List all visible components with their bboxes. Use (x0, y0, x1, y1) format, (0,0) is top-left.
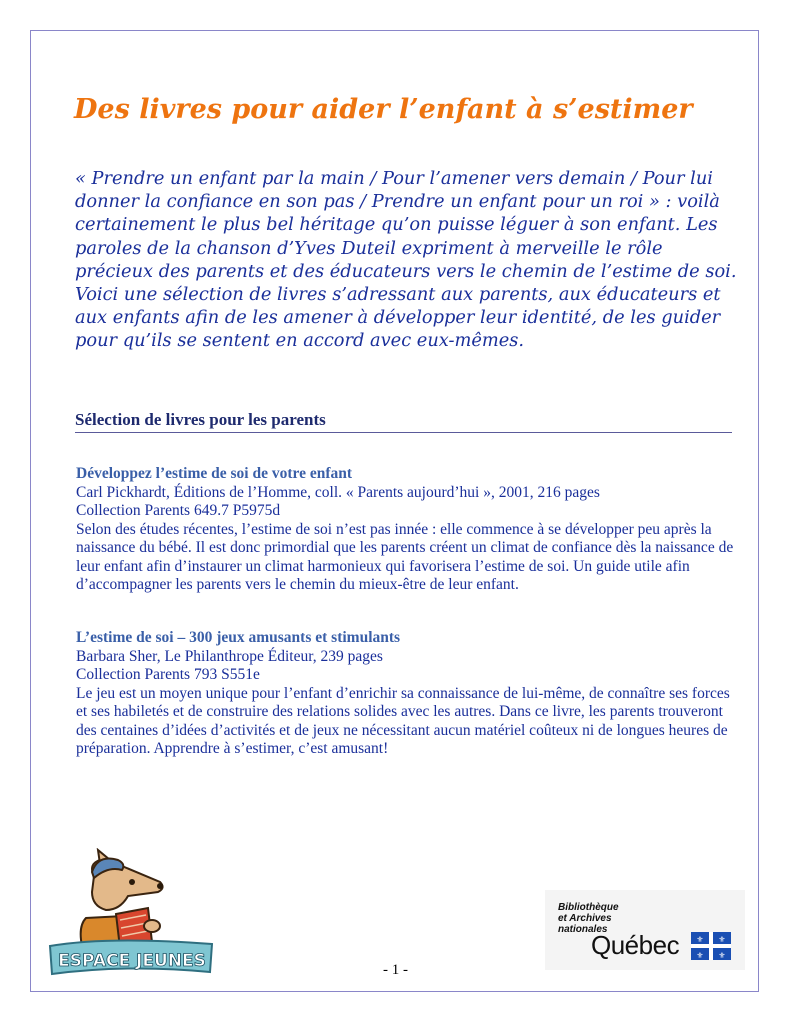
fox-reading-icon (48, 848, 218, 978)
book-collection: Collection Parents 793 S551e (76, 666, 260, 683)
book-entry (76, 465, 736, 595)
banq-logo (545, 890, 745, 970)
banq-wordmark: Québec (591, 930, 680, 960)
espace-jeunes-text: ESPACE JEUNES (58, 951, 206, 971)
book-publication: Carl Pickhardt, Éditions de l’Homme, coll. « Parents aujourd’hui », 2001, 216 pages (76, 483, 600, 501)
book-description: Selon des études récentes, l’estime de soi n’est pas innée : elle commence à se développer peu après la naissance du bébé. Il est donc primordial que les parents créent un climat de confiance dès la naissance de leur enfant afin d’instaurer un climat harmonieux qui favorisera l’estime de soi. Un guide utile afin d’accompagner les parents vers le chemin du mieux-être de leur enfant. (76, 520, 734, 593)
svg-text:⚜: ⚜ (718, 951, 726, 960)
book-collection: Collection Parents 649.7 P5975d (76, 502, 281, 519)
banq-line3: nationales (558, 924, 608, 935)
intro-paragraph: « Prendre un enfant par la main / Pour l’amener vers demain / Pour lui donner la confiance en son pas / Prendre un enfant pour un roi » : voilà certainement le plus bel héritage qu’on puisse léguer à son enfant. Les paroles de la chanson d’Yves Duteil expriment à merveille le rôle précieux des parents et des éducateurs vers le chemin de l’estime de soi. Voici une sélection de livres s’adressant aux parents, aux éducateurs et aux enfants afin de les amener à développer leur identité, de les guider pour qu’ils se sentent en accord avec eux-mêmes. (75, 168, 737, 352)
banq-line1: Bibliothèque (558, 902, 619, 913)
svg-text:⚜: ⚜ (718, 935, 726, 944)
espace-jeunes-logo (48, 848, 218, 978)
svg-text:⚜: ⚜ (696, 935, 704, 944)
banq-line2: et Archives (558, 913, 612, 924)
svg-text:⚜: ⚜ (696, 951, 704, 960)
quebec-flag-icon (691, 932, 731, 960)
book-title: Développez l’estime de soi de votre enfant (76, 465, 353, 482)
book-description: Le jeu est un moyen unique pour l’enfant d’enrichir sa connaissance de lui-même, de connaître ses forces et ses habiletés et de construire des relations solides avec les autres. Dans ce livre, les parents trouveront des centaines d’idées d’activités et de jeux ne nécessitant aucun matériel coûteux ni de longues heures de préparation. Apprendre à s’estimer, c’est amusant! (76, 684, 730, 757)
page-title: Des livres pour aider l’enfant à s’estimer (74, 94, 693, 125)
book-publication: Barbara Sher, Le Philanthrope Éditeur, 239 pages (76, 647, 383, 665)
section-heading: Sélection de livres pour les parents (75, 409, 732, 433)
page-number: - 1 - (383, 962, 408, 978)
book-entry (76, 629, 736, 759)
book-title: L’estime de soi – 300 jeux amusants et stimulants (76, 629, 401, 646)
